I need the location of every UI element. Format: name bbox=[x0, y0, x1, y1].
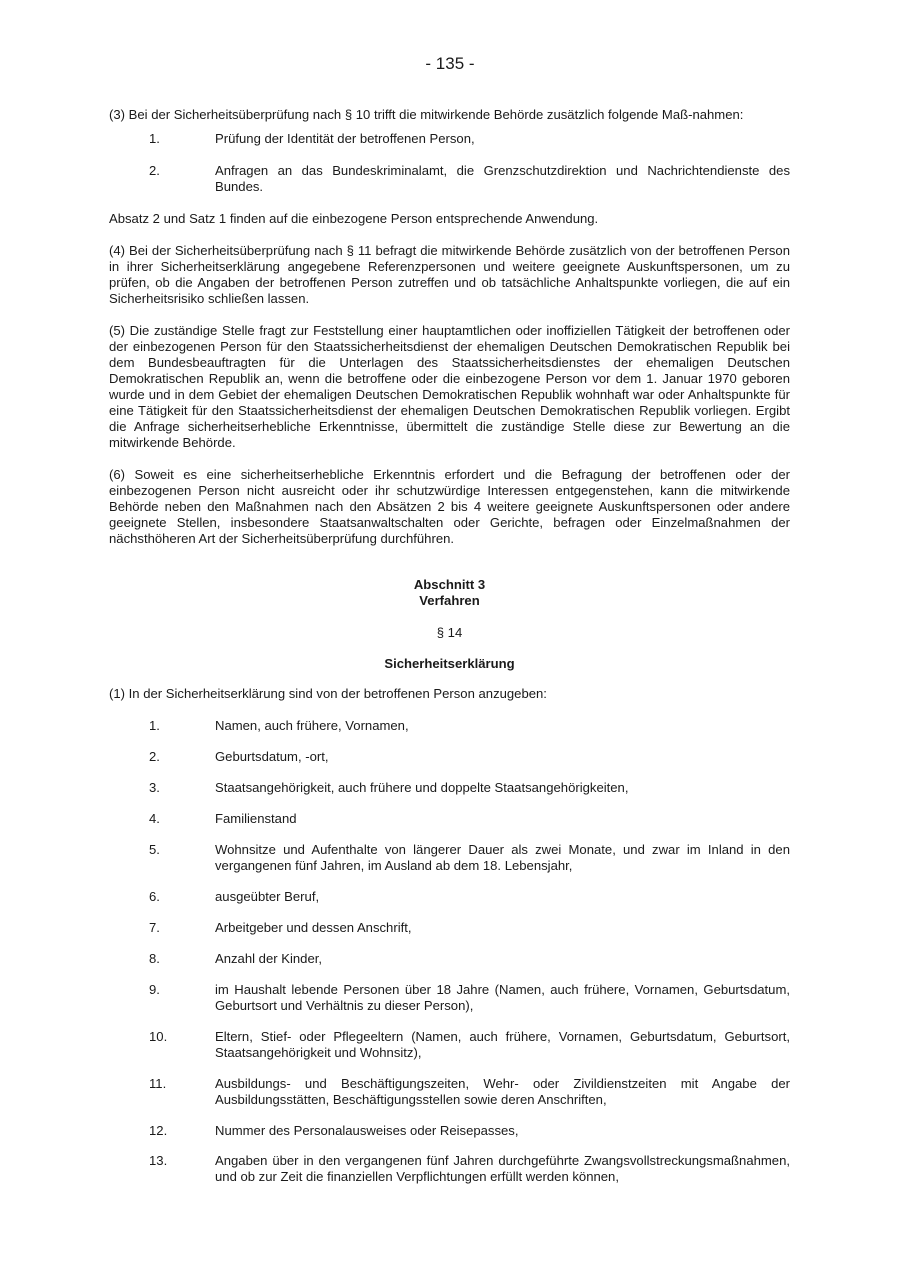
list-item-text: Wohnsitze und Aufenthalte von längerer Dauer als zwei Monate, und zwar im Inland in den vergangenen fünf Jahren, im Ausland ab dem 18. Lebensjahr, bbox=[215, 842, 790, 873]
list-item bbox=[109, 131, 790, 147]
list-item bbox=[109, 163, 790, 195]
list-item bbox=[109, 842, 790, 874]
list-item-number: 5. bbox=[149, 842, 160, 857]
list-item-number: 13. bbox=[149, 1153, 168, 1168]
section-heading: Sicherheitserklärung bbox=[384, 656, 515, 671]
list-item-number: 10. bbox=[149, 1029, 168, 1044]
section-title: Verfahren bbox=[419, 593, 480, 608]
para6: (6) Soweit es eine sicherheitserhebliche Erkenntnis erfordert und die Befragung der betroffenen oder der einbezogenen Person nicht ausreicht oder ihr schutzwürdige Interessen entgegenstehen, kann die mitwirkende Behörde neben den Maßnahmen nach den Absätzen 2 bis 4 weitere geeignete Auskunftspersonen oder andere geeignete Stellen, insbesondere Staatsanwaltschalten oder Gerichte, befragen oder Einzelmaßnahmen der nächsthöheren Art der Sicherheitsüberprüfung durchführen. bbox=[109, 467, 790, 546]
paragraph-sign: § 14 bbox=[436, 625, 463, 640]
list-item bbox=[109, 1076, 790, 1108]
list-item-text: Eltern, Stief- oder Pflegeeltern (Namen, auch frühere, Vornamen, Geburtsdatum, Geburtsort, Staatsangehörigkeit und Wohnsitz), bbox=[215, 1029, 790, 1060]
list-item bbox=[109, 982, 790, 1014]
para3-intro: (3) Bei der Sicherheitsüberprüfung nach § 10 trifft die mitwirkende Behörde zusätzlich folgende Maß-nahmen: bbox=[109, 107, 744, 122]
para4: (4) Bei der Sicherheitsüberprüfung nach § 11 befragt die mitwirkende Behörde zusätzlich von der betroffenen Person in ihrer Sicherheitserklärung angegebene Referenzpersonen und weitere geeignete Auskunftspersonen, um zu prüfen, ob die Angaben der betroffenen Person zutreffen und ob tatsächliche Anhaltspunkte vorliegen, die auf ein Sicherheitsrisiko schließen lassen. bbox=[109, 243, 790, 306]
list-item-text: Nummer des Personalausweises oder Reisepasses, bbox=[215, 1123, 519, 1138]
list-item-text: Staatsangehörigkeit, auch frühere und doppelte Staatsangehörigkeiten, bbox=[215, 780, 629, 795]
list-item-number: 7. bbox=[149, 920, 160, 935]
list-item-number: 12. bbox=[149, 1123, 168, 1138]
page-number: - 135 - bbox=[425, 54, 475, 73]
page-content bbox=[109, 107, 790, 1185]
list-item bbox=[109, 811, 790, 827]
list-item bbox=[109, 780, 790, 796]
list-item-text: Familienstand bbox=[215, 811, 297, 826]
list-item-text: im Haushalt lebende Personen über 18 Jahre (Namen, auch frühere, Vornamen, Geburtsdatum, Geburtsort und Verhältnis zu dieser Person), bbox=[215, 982, 790, 1013]
list-item bbox=[109, 1153, 790, 1185]
para5: (5) Die zuständige Stelle fragt zur Feststellung einer hauptamtlichen oder inoffiziellen Tätigkeit der betroffenen oder der einbezogenen Person für den Staatssicherheitsdienst der ehemaligen Deutschen Demokratischen Republik bei dem Bundesbeauftragten für die Unterlagen des Staatssicherheitsdienstes der ehemaligen Deutschen Demokratischen Republik an, wenn die betroffene oder die einbezogene Person vor dem 1. Januar 1970 geboren wurde und in dem Gebiet der ehemaligen Deutschen Demokratischen Republik wohnhaft war oder Anhaltspunkte für eine Tätigkeit für den Staatssicherheitsdienst der ehemaligen Deutschen Demokratischen Republik vorliegen. Ergibt die Anfrage sicherheitserhebliche Erkenntnisse, übermittelt die zuständige Stelle diese zur Bewertung an die mitwirkende Behörde. bbox=[109, 323, 790, 450]
list-item bbox=[109, 889, 790, 905]
list-item-text: Ausbildungs- und Beschäftigungszeiten, Wehr- oder Zivildienstzeiten mit Angabe der Ausbildungsstätten, Beschäftigungsstellen sowie deren Anschriften, bbox=[215, 1076, 790, 1107]
list-item-text: Prüfung der Identität der betroffenen Person, bbox=[215, 131, 475, 146]
list-item bbox=[109, 920, 790, 936]
section-abschnitt: Abschnitt 3 bbox=[413, 577, 486, 592]
s14-intro: (1) In der Sicherheitserklärung sind von der betroffenen Person anzugeben: bbox=[109, 686, 547, 701]
list-item-text: ausgeübter Beruf, bbox=[215, 889, 320, 904]
list-item-number: 11. bbox=[149, 1076, 167, 1091]
list-item-number: 2. bbox=[149, 749, 160, 764]
para3-outro: Absatz 2 und Satz 1 finden auf die einbezogene Person entsprechende Anwendung. bbox=[109, 211, 599, 226]
list-item-text: Arbeitgeber und dessen Anschrift, bbox=[215, 920, 412, 935]
s14-list bbox=[109, 718, 790, 1185]
list-item bbox=[109, 1123, 790, 1139]
list-item-number: 1. bbox=[149, 131, 160, 146]
list-item-number: 1. bbox=[149, 718, 160, 733]
list-item bbox=[109, 951, 790, 967]
list-item-text: Angaben über in den vergangenen fünf Jahren durchgeführte Zwangsvollstreckungsmaßnahmen, und ob zur Zeit die finanziellen Verpflichtungen erfüllt werden können, bbox=[215, 1153, 790, 1184]
list-item-number: 8. bbox=[149, 951, 160, 966]
list-item bbox=[109, 749, 790, 765]
list-item bbox=[109, 718, 790, 734]
list-item-number: 9. bbox=[149, 982, 160, 997]
list-item-text: Anfragen an das Bundeskriminalamt, die Grenzschutzdirektion und Nachrichtendienste des Bundes. bbox=[215, 163, 790, 194]
list-item-number: 3. bbox=[149, 780, 160, 795]
list-item-number: 6. bbox=[149, 889, 160, 904]
list-item-text: Namen, auch frühere, Vornamen, bbox=[215, 718, 409, 733]
list-item-text: Anzahl der Kinder, bbox=[215, 951, 323, 966]
list-item-text: Geburtsdatum, -ort, bbox=[215, 749, 329, 764]
list-item bbox=[109, 1029, 790, 1061]
list-item-number: 4. bbox=[149, 811, 160, 826]
list-item-number: 2. bbox=[149, 163, 160, 178]
